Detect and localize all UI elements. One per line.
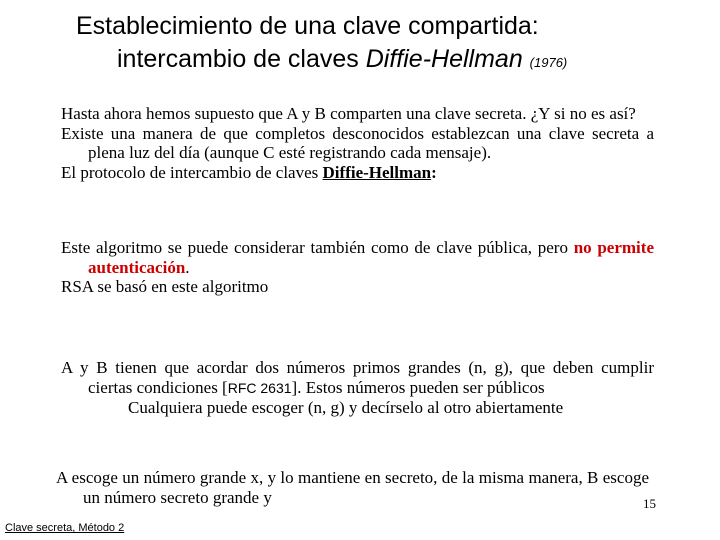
agreement-center-line: Cualquiera puede escoger (n, g) y decírselo al otro abiertamente [128, 398, 564, 417]
title-year: (1976) [529, 55, 568, 70]
intro-paragraph-1: Hasta ahora hemos supuesto que A y B comparten una clave secreta. ¿Y si no es así? [61, 104, 636, 123]
agreement-block [61, 358, 654, 418]
rsa-paragraph: RSA se basó en este algoritmo [61, 277, 269, 296]
algorithm-block [61, 238, 654, 297]
intro-block [61, 104, 654, 182]
agreement-paragraph [61, 358, 654, 418]
no-auth-highlight: no permite autenticación [88, 238, 654, 277]
diffie-hellman-link[interactable]: Diffie-Hellman [322, 162, 432, 182]
algorithm-prefix: Este algoritmo se puede considerar también como de clave pública, pero [61, 238, 574, 257]
protocol-colon: : [431, 162, 437, 182]
algorithm-suffix: . [185, 257, 190, 277]
page-number: 15 [643, 496, 656, 511]
intro-paragraph-3 [61, 163, 654, 183]
title-diffie-hellman: Diffie-Hellman [365, 45, 523, 73]
secret-block [56, 468, 649, 507]
title-line-2 [117, 43, 567, 79]
rfc-reference: RFC 2631 [227, 379, 292, 396]
intro-paragraph-2: Existe una manera de que completos desconocidos establezcan una clave secreta a plena luz del día (aunque C esté registrando cada mensaje). [61, 123, 654, 162]
title-prefix: intercambio de claves [117, 45, 366, 73]
footer-link[interactable]: Clave secreta, Método 2 [5, 522, 125, 534]
protocol-prefix: El protocolo de intercambio de claves [61, 162, 323, 182]
secret-paragraph: A escoge un número grande x, y lo mantiene en secreto, de la misma manera, B escoge un número secreto grande y [56, 468, 649, 507]
algorithm-paragraph [61, 238, 654, 277]
agreement-prefix: A y B tienen que acordar dos números primos grandes (n, g), que deben cumplir ciertas condiciones [ [61, 358, 654, 397]
title-line-1: Establecimiento de una clave compartida: [76, 12, 539, 40]
agreement-suffix: ]. Estos números pueden ser públicos [291, 377, 545, 397]
